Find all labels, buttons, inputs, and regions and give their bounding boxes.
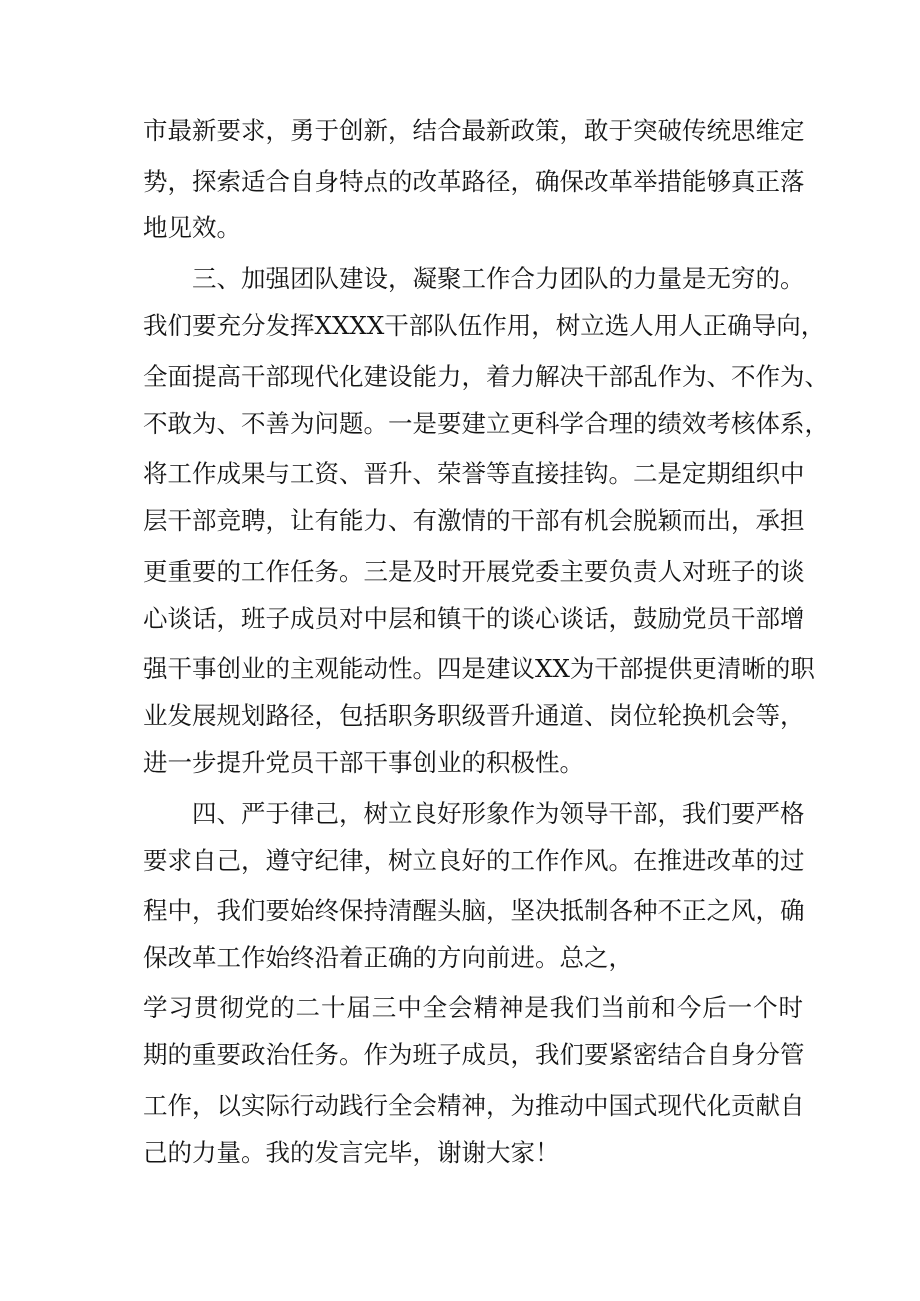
text-line: 全面提高干部现代化建设能力，着力解决干部乱作为、不作为、 [143,362,829,391]
text-line: 进一步提升党员干部干事创业的积极性。 [143,748,584,777]
text-line: 学习贯彻党的二十届三中全会精神是我们当前和今后一个时 [143,993,803,1022]
text-line: 己的力量。我的发言完毕，谢谢大家！ [143,1138,560,1167]
text-line: 期的重要政治任务。作为班子成员，我们要紧密结合自身分管 [143,1040,805,1069]
text-line: 更重要的工作任务。三是及时开展党委主要负责人对班子的谈 [143,557,805,586]
text-line: 层干部竞聘，让有能力、有激情的干部有机会脱颖而出，承担 [143,506,805,535]
text-line: 势，探索适合自身特点的改革路径，确保改革举措能够真正落 [143,167,805,196]
text-line: 程中，我们要始终保持清醒头脑，坚决抵制各种不正之风，确 [143,896,805,925]
text-line: 要求自己，遵守纪律，树立良好的工作作风。在推进改革的过 [143,846,805,875]
text-line: 强干事创业的主观能动性。四是建议XX为干部提供更清晰的职 [143,654,815,683]
text-line: 心谈话，班子成员对中层和镇干的谈心谈话，鼓励党员干部增 [143,604,805,633]
section-heading-line: 四、严于律己，树立良好形象作为领导干部，我们要严格 [192,799,805,828]
text-line: 地见效。 [143,213,241,242]
text-line: 保改革工作始终沿着正确的方向前进。总之， [143,943,633,972]
text-line: 不敢为、不善为问题。一是要建立更科学合理的绩效考核体系， [143,409,829,438]
text-line: 业发展规划路径，包括职务职级晋升通道、岗位轮换机会等， [143,701,805,730]
text-line: 工作，以实际行动践行全会精神，为推动中国式现代化贡献自 [143,1091,805,1120]
text-line: 我们要充分发挥XXXX干部队伍作用，树立选人用人正确导向， [143,311,826,340]
section-heading-line: 三、加强团队建设，凝聚工作合力团队的力量是无穷的。 [192,264,805,293]
text-line: 市最新要求，勇于创新，结合最新政策，敢于突破传统思维定 [143,116,805,145]
text-line: 将工作成果与工资、晋升、荣誉等直接挂钩。二是定期组织中 [143,459,805,488]
